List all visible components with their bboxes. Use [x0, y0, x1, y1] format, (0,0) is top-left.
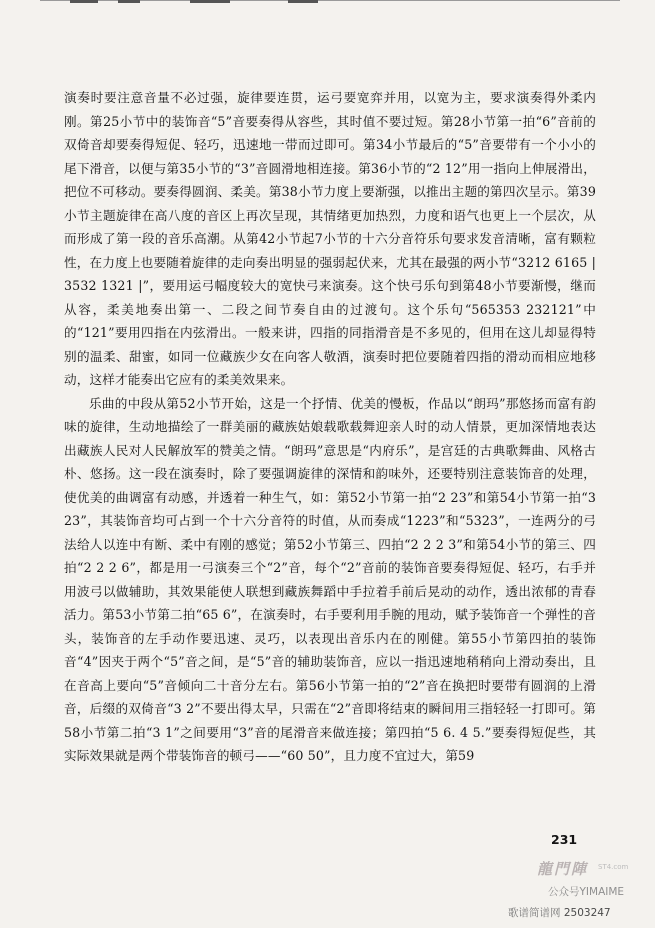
watermark-footer-id: 2503247 — [563, 907, 611, 919]
watermark-footer — [508, 905, 611, 920]
paragraph-2: 乐曲的中段从第52小节开始，这是一个抒情、优美的慢板，作品以“朗玛”那悠扬而富有韵味的旋律，生动地描绘了一群美丽的藏族姑娘载歌载舞迎亲人时的动人情景，更加深情地表达出藏族人民对人民解放军的赞美之情。“朗玛”意思是“内府乐”，是宫廷的古典歌舞曲、风格古朴、悠扬。这一段在演奏时，除了要强调旋律的深情和韵味外，还要特别注意装饰音的处理，使优美的曲调富有动感，并透着一种生气，如：第52小节第一拍“2 23”和第54小节第一拍“3 23”，其装饰音均可占到一个十六分音符的时值，从而奏成“1223”和“5323”，一连两分的弓法给人以连中有断、柔中有刚的感觉；第52小节第三、四拍“2 2 2 3”和第54小节的第三、四拍“2 2 2 6”，都是用一弓演奏三个“2”音，每个“2”音前的装饰音要奏得短促、轻巧，右手并用波弓以做辅助，其效果能使人联想到藏族舞蹈中手拉着手前后晃动的动作，透出浓郁的青春活力。第53小节第二拍“65 6”，在演奏时，右手要利用手腕的甩动，赋予装饰音一个弹性的音头，装饰音的左手动作要迅速、灵巧，以表现出音乐内在的刚健。第55小节第四拍的装饰音“4”因夹于两个“5”音之间，是“5”音的辅助装饰音，应以一指迅速地稍稍向上滑动奏出，且在音高上要向“5”音倾向二十音分左右。第56小节第一拍的“2”音在换把时要带有圆润的上滑音，后缀的双倚音“3 2”不要出得太早，只需在“2”音即将结束的瞬间用三指轻轻一打即可。第58小节第二拍“3 1”之间要用“3”音的尾滑音来做连接；第四拍“5 6. 4 5.”要奏得短促些，其实际效果就是两个带装饰音的顿弓——“60 50”，且力度不宜过大，第59 — [64, 395, 596, 763]
watermark-logo: 龍門陣 — [537, 860, 589, 878]
header-rule — [40, 0, 620, 5]
watermark-sub: ST4.com — [598, 863, 629, 871]
body-text — [64, 86, 596, 768]
paragraph-1: 演奏时要注意音量不必过强，旋律要连贯，运弓要宽弈并用，以宽为主，要求演奏得外柔内刚。第25小节中的装饰音“5”音要奏得从容些，其时值不要过短。第28小节第一拍“6”音前的双倚音却要奏得短促、轻巧，迅速地一带而过即可。第34小节最后的“5”音要带有一个小小的尾下滑音，以便与第35小节的“3”音圆滑地相连接。第36小节的“2 12”用一指向上伸展滑出，把位不可移动。要奏得圆润、柔美。第38小节力度上要渐强，以推出主题的第四次呈示。第39小节主题旋律在高八度的音区上再次呈现，其情绪更加热烈，力度和语气也更上一个层次，从而形成了第一段的音乐高潮。从第42小节起7小节的十六分音符乐句要求发音清晰，富有颗粒性，在力度上也要随着旋律的走向奏出明显的强弱起伏来，尤其在最强的两小节“3212 6165 | 3532 1321 |”，要用运弓幅度较大的宽快弓来演奏。这个快弓乐句到第48小节要渐慢，继而从容，柔美地奏出第一、二段之间节奏自由的过渡句。这个乐句“565353 232121”中的“121”要用四指在内弦滑出。一般来讲，四指的同指滑音是不多见的，但用在这儿却显得特别的温柔、甜蜜，如同一位藏族少女在向客人敬酒，演奏时把位要随着四指的滑动而相应地移动，这样才能奏出它应有的柔美效果来。 — [64, 90, 596, 387]
watermark-footer-label: 歌谱简谱网 — [508, 907, 561, 919]
page-number: 231 — [551, 832, 578, 847]
watermark-public-account: 公众号YIMAIME — [548, 886, 625, 898]
